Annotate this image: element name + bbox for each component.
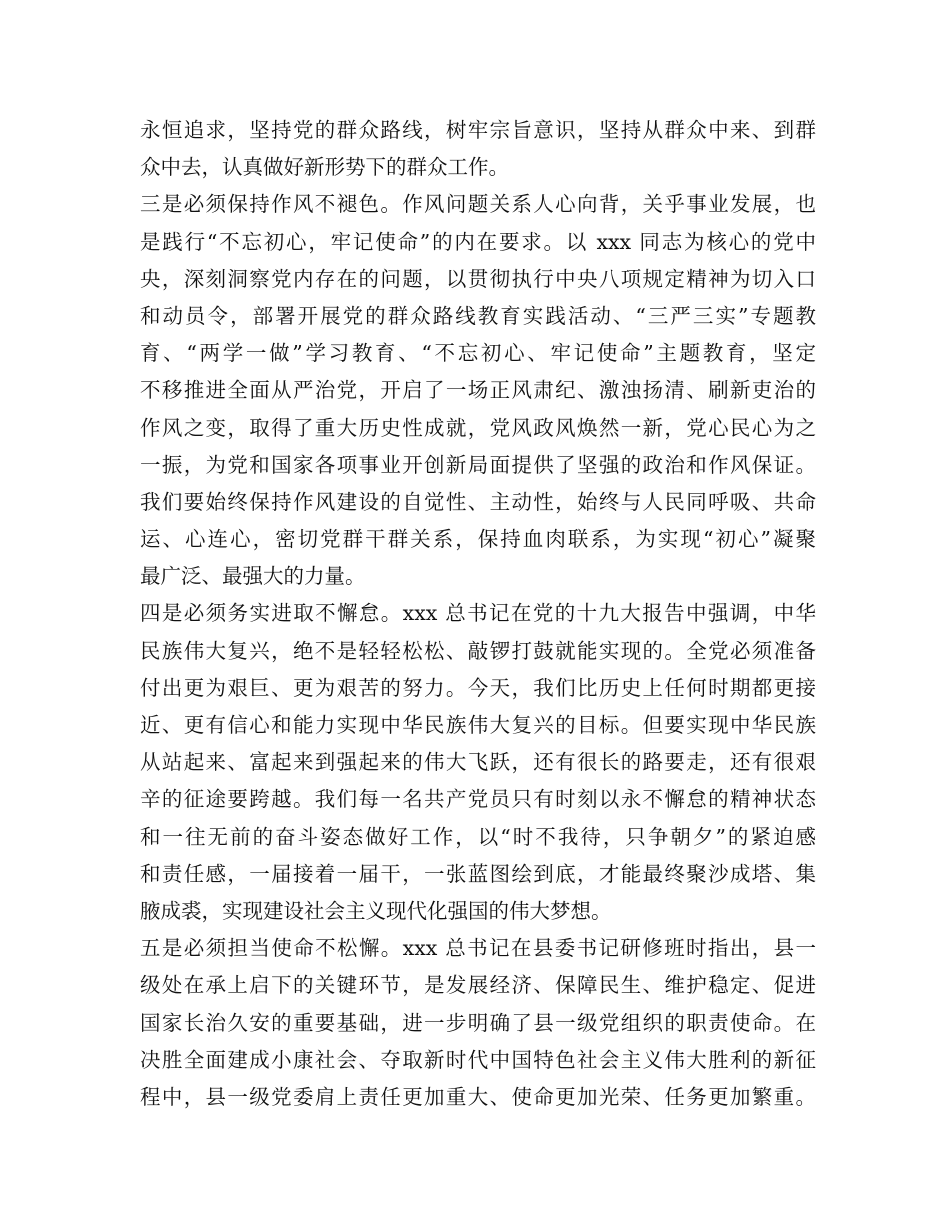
text-line: 民族伟大复兴，绝不是轻轻松松、敲锣打鼓就能实现的。全党必须准备 xyxy=(140,638,816,663)
text-line: 五是必须担当使命不松懈。xxx 总书记在县委书记研修班时指出，县一 xyxy=(140,936,816,961)
text-line: 决胜全面建成小康社会、夺取新时代中国特色社会主义伟大胜利的新征 xyxy=(140,1047,816,1072)
text-line: 运、心连心，密切党群干群关系，保持血肉联系，为实现“初心”凝聚 xyxy=(140,527,816,552)
text-line: 最广泛、最强大的力量。 xyxy=(140,564,366,589)
text-line: 永恒追求，坚持党的群众路线，树牢宗旨意识，坚持从群众中来、到群 xyxy=(140,118,816,142)
body-text xyxy=(140,112,816,1116)
text-line: 近、更有信心和能力实现中华民族伟大复兴的目标。但要实现中华民族 xyxy=(140,713,816,737)
text-line: 从站起来、富起来到强起来的伟大飞跃，还有很长的路要走，还有很艰 xyxy=(140,750,816,775)
text-line: 和责任感，一届接着一届干，一张蓝图绘到底，才能最终聚沙成塔、集 xyxy=(140,861,816,886)
text-line: 国家长治久安的重要基础，进一步明确了县一级党组织的职责使命。在 xyxy=(140,1010,816,1035)
text-line: 付出更为艰巨、更为艰苦的努力。今天，我们比历史上任何时期都更接 xyxy=(140,675,816,700)
text-line: 三是必须保持作风不褪色。作风问题关系人心向背，关乎事业发展，也 xyxy=(140,192,816,217)
text-line: 腋成裘，实现建设社会主义现代化强国的伟大梦想。 xyxy=(140,898,612,923)
text-line: 我们要始终保持作风建设的自觉性、主动性，始终与人民同呼吸、共命 xyxy=(140,489,816,514)
text-line: 一振，为党和国家各项事业开创新局面提供了坚强的政治和作风保证。 xyxy=(140,452,816,477)
text-line: 和一往无前的奋斗姿态做好工作，以“时不我待，只争朝夕”的紧迫感 xyxy=(140,824,816,849)
text-line: 程中，县一级党委肩上责任更加重大、使命更加光荣、任务更加繁重。 xyxy=(140,1084,816,1109)
text-line: 四是必须务实进取不懈怠。xxx 总书记在党的十九大报告中强调，中华 xyxy=(140,601,816,626)
text-line: 级处在承上启下的关键环节，是发展经济、保障民生、维护稳定、促进 xyxy=(140,973,816,998)
text-line: 不移推进全面从严治党，开启了一场正风肃纪、激浊扬清、刷新吏治的 xyxy=(140,378,816,403)
text-line: 作风之变，取得了重大历史性成就，党风政风焕然一新，党心民心为之 xyxy=(140,415,816,440)
text-line: 央，深刻洞察党内存在的问题，以贯彻执行中央八项规定精神为切入口 xyxy=(140,266,816,291)
text-line: 众中去，认真做好新形势下的群众工作。 xyxy=(140,155,509,180)
text-line: 和动员令，部署开展党的群众路线教育实践活动、“三严三实”专题教 xyxy=(140,303,816,328)
text-line: 辛的征途要跨越。我们每一名共产党员只有时刻以永不懈怠的精神状态 xyxy=(140,787,816,812)
text-line: 是践行“不忘初心，牢记使命”的内在要求。以 xxx 同志为核心的党中 xyxy=(140,229,816,254)
text-line: 育、“两学一做”学习教育、“不忘初心、牢记使命”主题教育，坚定 xyxy=(140,341,816,366)
